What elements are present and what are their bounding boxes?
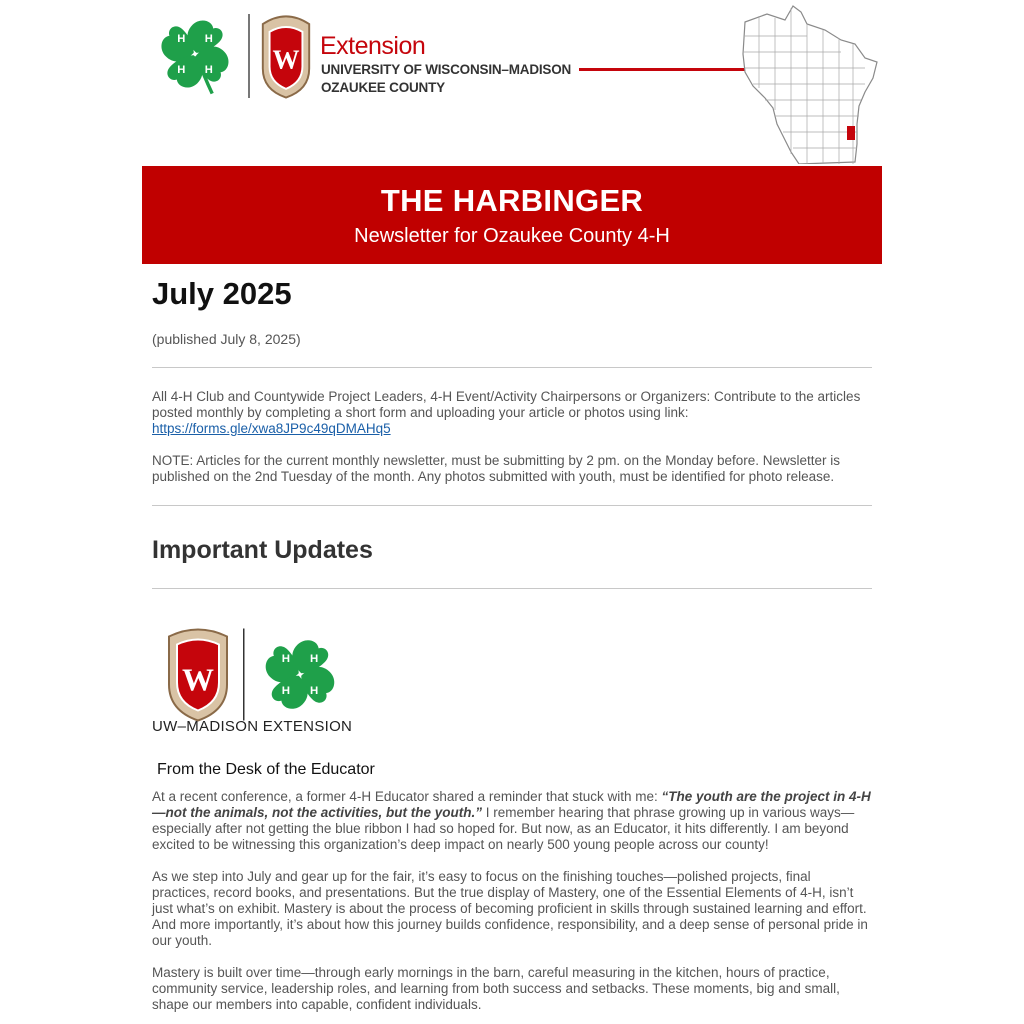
divider (152, 588, 872, 589)
svg-text:H: H (204, 32, 213, 45)
p1-rest: I remember hearing that phrase growing up in various ways—especially after not getting the blue ribbon I had so hoped for. But now, as an Educator, it hits differently. I am beyond excited to be witnessing this organization’s deep impact on nearly 500 young people across our county! (152, 805, 855, 852)
divider (152, 367, 872, 368)
banner-subtitle: Newsletter for Ozaukee County 4-H (354, 225, 670, 247)
intro-paragraph (152, 389, 872, 437)
educator-paragraph-1 (152, 789, 872, 853)
educator-paragraph-2: As we step into July and gear up for the fair, it’s easy to focus on the finishing touches—polished projects, final practices, record books, and presentations. But the true display of Mastery, one of the Essential Elements of 4-H, isn’t just what’s on exhibit. Mastery is about the process of becoming proficient in skills through sustained learning and effort. And more importantly, it’s about how this journey builds confidence, responsibility, and a deep sense of personal pride in our youth. (152, 869, 868, 948)
header-red-rule (579, 68, 749, 71)
published-date: (published July 8, 2025) (152, 331, 301, 347)
harbinger-banner (142, 166, 882, 264)
county-name: OZAUKEE COUNTY (321, 80, 445, 95)
svg-text:W: W (182, 661, 214, 698)
intro-text: All 4-H Club and Countywide Project Leaders, 4-H Event/Activity Chairpersons or Organizers: Contribute to the articles posted monthly by completing a short form and uploading your article or photos using link: (152, 389, 861, 420)
svg-text:H: H (281, 653, 291, 666)
newsletter-page (142, 0, 882, 1012)
educator-heading: From the Desk of the Educator (157, 761, 375, 778)
newsletter-header (142, 0, 882, 165)
logo-divider (248, 14, 250, 98)
svg-text:H: H (309, 684, 319, 697)
section-title: Important Updates (152, 536, 373, 564)
svg-text:W: W (272, 44, 300, 75)
svg-text:H: H (281, 684, 291, 697)
issue-title: July 2025 (152, 276, 292, 311)
svg-text:H: H (204, 63, 213, 76)
svg-text:H: H (309, 653, 319, 666)
ozaukee-county-highlight (847, 126, 855, 140)
uw-extension-caption: UW–MADISON EXTENSION (152, 718, 353, 735)
banner-title: THE HARBINGER (380, 183, 644, 218)
divider (152, 505, 872, 506)
uw-crest-logo (257, 10, 315, 100)
four-h-clover-logo (152, 10, 238, 98)
wisconsin-county-map (737, 4, 882, 164)
educator-paragraph-3: Mastery is built over time—through early mornings in the barn, careful measuring in the kitchen, hours of practice, community service, leadership roles, and learning from both success and setbacks. These moments, big and small, shape our members into capable, confident individuals. (152, 965, 840, 1012)
p1-quote: “The youth are the project in 4-H—not the animals, not the activities, but the youth.” (152, 789, 871, 820)
svg-text:H: H (177, 63, 186, 76)
svg-text:H: H (177, 32, 186, 45)
extension-title: Extension (320, 32, 426, 60)
p1-intro: At a recent conference, a former 4-H Educator shared a reminder that stuck with me: (152, 789, 662, 804)
university-name: UNIVERSITY OF WISCONSIN–MADISON (321, 62, 572, 77)
submission-form-link[interactable]: https://forms.gle/xwa8JP9c49qDMAHq5 (152, 421, 391, 436)
note-paragraph: NOTE: Articles for the current monthly newsletter, must be submitting by 2 pm. on the Monday before. Newsletter is published on the 2nd Tuesday of the month. Any photos submitted with youth, must be identified for photo release. (152, 453, 841, 484)
